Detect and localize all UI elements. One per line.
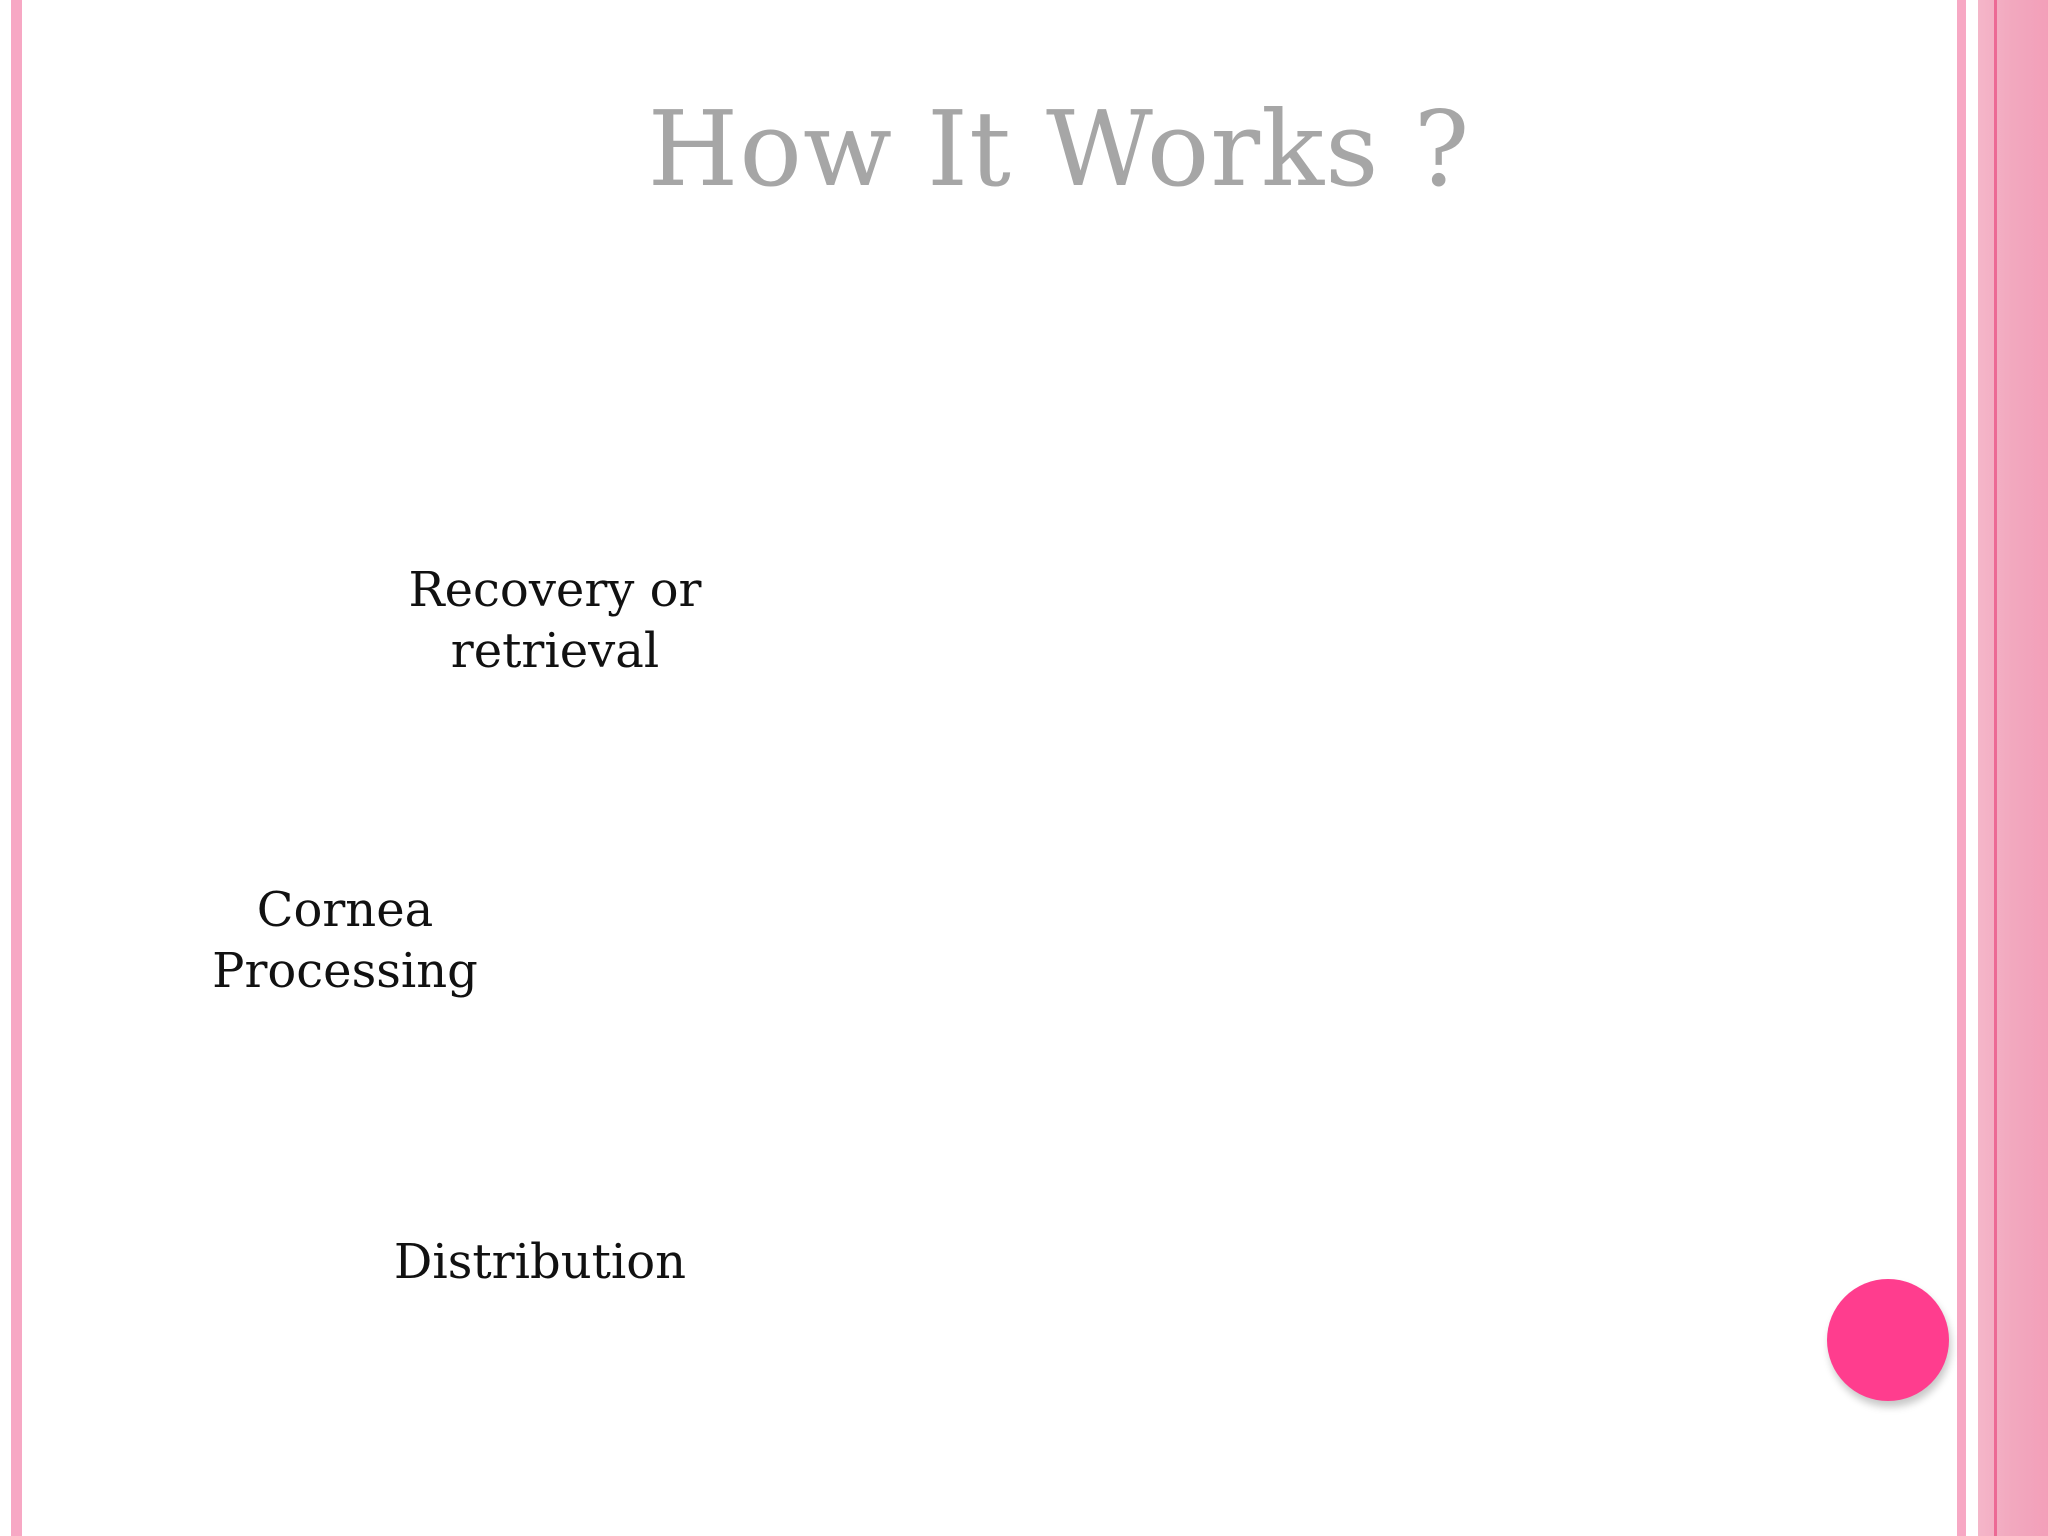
step-cornea-processing-label (195, 880, 495, 1002)
right-border-thin-decoration (1957, 0, 1966, 1536)
slide-title: How It Works ? (647, 88, 1471, 210)
step-distribution-label (385, 1232, 695, 1293)
right-border-wide-decoration (1978, 0, 2048, 1536)
step-cornea-line-2: Processing (212, 943, 478, 999)
step-recovery-line-1: Recovery or (408, 562, 702, 618)
step-recovery-line-2: retrieval (450, 623, 660, 679)
right-border-line-decoration (1994, 0, 1997, 1536)
step-cornea-line-1: Cornea (256, 882, 434, 938)
pink-circle-decoration (1827, 1279, 1949, 1401)
left-border-decoration (11, 0, 22, 1536)
step-recovery-label (400, 560, 710, 682)
step-distribution-line-1: Distribution (393, 1234, 687, 1290)
